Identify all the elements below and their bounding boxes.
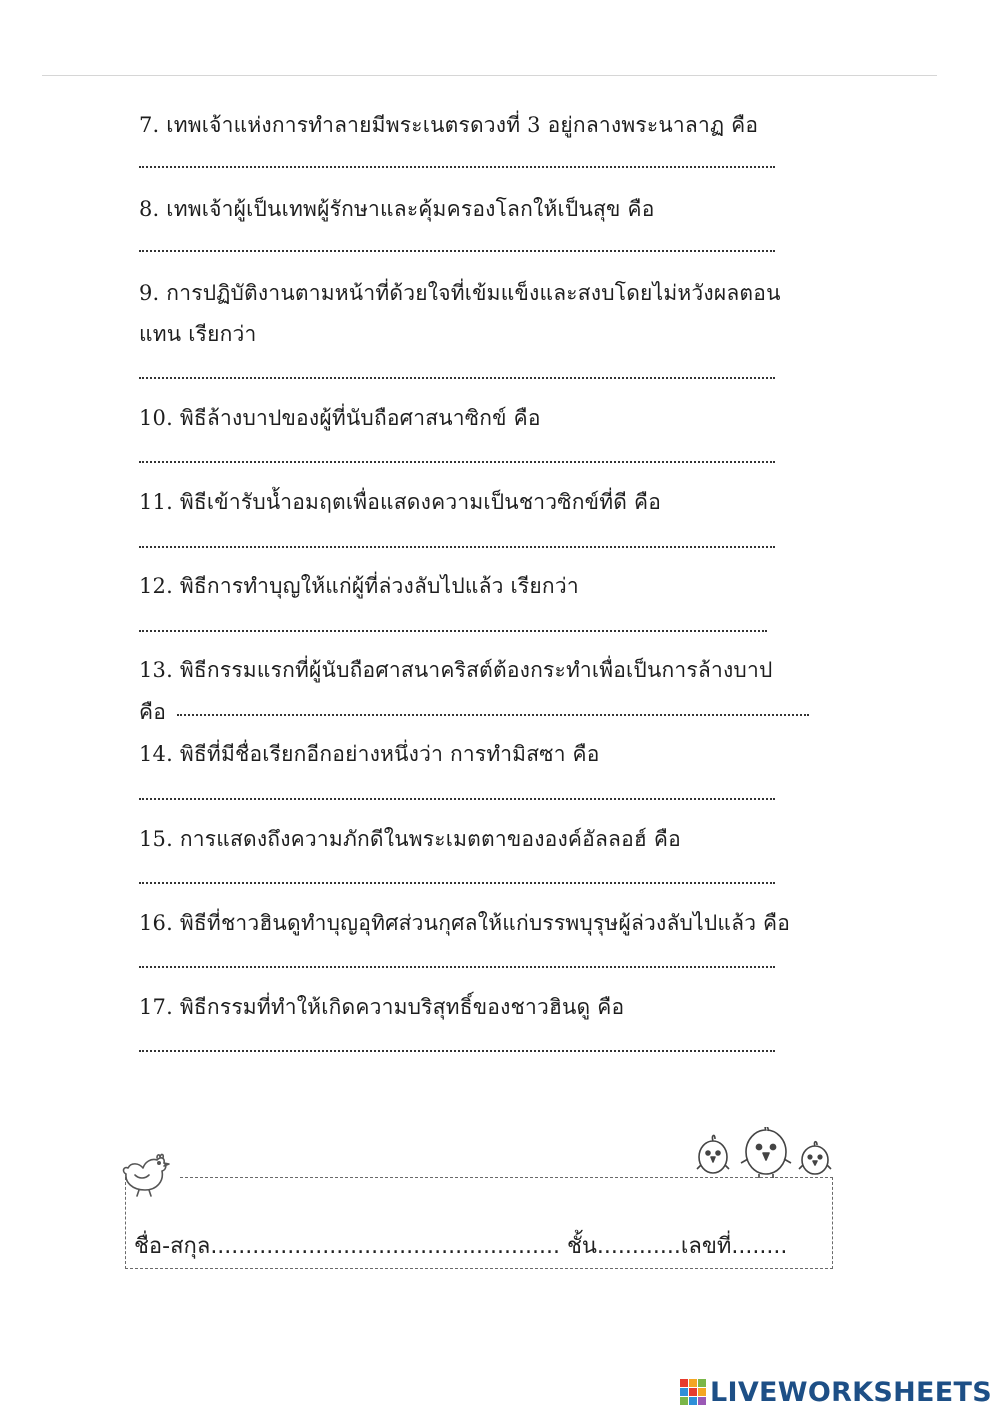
answer-line-7[interactable] [139, 166, 775, 168]
question-8: 8. เทพเจ้าผู้เป็นเทพผู้รักษาและคุ้มครองโลกให้เป็นสุข คือ [139, 197, 655, 221]
answer-line-11[interactable] [139, 546, 775, 548]
student-info-line[interactable]: ชื่อ-สกุล.................................................. ชั้น............เลขที่........ [134, 1234, 788, 1259]
question-17: 17. พิธีกรรมที่ทำให้เกิดความบริสุทธิ์ของชาวฮินดู คือ [139, 995, 625, 1019]
page-top-divider [42, 75, 937, 76]
answer-line-14[interactable] [139, 798, 775, 800]
question-16: 16. พิธีที่ชาวฮินดูทำบุญอุทิศส่วนกุศลให้แก่บรรพบุรุษผู้ล่วงลับไปแล้ว คือ [139, 911, 791, 935]
logo-grid-icon [680, 1379, 706, 1405]
answer-line-15[interactable] [139, 882, 775, 884]
hen-icon [117, 1148, 173, 1200]
answer-line-13[interactable] [177, 714, 809, 716]
question-13: 13. พิธีกรรมแรกที่ผู้นับถือศาสนาคริสต์ต้องกระทำเพื่อเป็นการล้างบาป [139, 658, 773, 682]
question-13-continued: คือ [139, 700, 167, 724]
answer-line-10[interactable] [139, 461, 775, 463]
answer-line-8[interactable] [139, 250, 775, 252]
answer-line-12[interactable] [139, 630, 767, 632]
question-11: 11. พิธีเข้ารับน้ำอมฤตเพื่อแสดงความเป็นชาวซิกข์ที่ดี คือ [139, 490, 662, 514]
question-15: 15. การแสดงถึงความภักดีในพระเมตตาขององค์อัลลอฮ์ คือ [139, 827, 681, 851]
question-7: 7. เทพเจ้าแห่งการทำลายมีพระเนตรดวงที่ 3 อยู่กลางพระนาลาฏ คือ [139, 113, 759, 137]
question-9: 9. การปฏิบัติงานตามหน้าที่ด้วยใจที่เข้มแข็งและสงบโดยไม่หวังผลตอน [139, 281, 781, 305]
question-10: 10. พิธีล้างบาปของผู้ที่นับถือศาสนาซิกข์ คือ [139, 406, 541, 430]
question-9-continued: แทน เรียกว่า [139, 322, 257, 346]
logo-text: LIVEWORKSHEETS [709, 1376, 992, 1408]
question-12: 12. พิธีการทำบุญให้แก่ผู้ที่ล่วงลับไปแล้ว เรียกว่า [139, 574, 579, 598]
question-14: 14. พิธีที่มีชื่อเรียกอีกอย่างหนึ่งว่า การทำมิสซา คือ [139, 742, 600, 766]
answer-line-9[interactable] [139, 377, 775, 379]
chicks-icon [693, 1127, 838, 1179]
answer-line-17[interactable] [139, 1050, 775, 1052]
answer-line-16[interactable] [139, 966, 775, 968]
liveworksheets-logo [680, 1376, 992, 1408]
